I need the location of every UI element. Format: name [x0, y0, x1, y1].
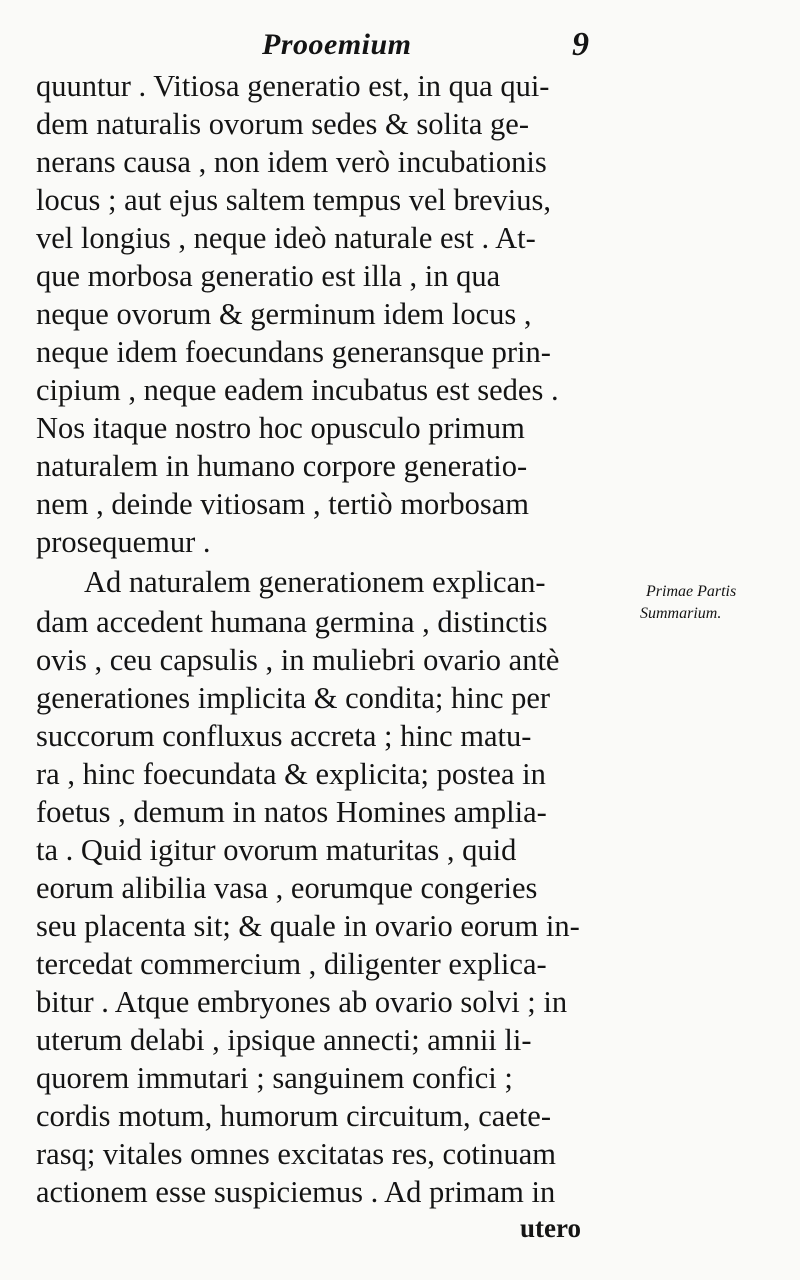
text-line: ovis , ceu capsulis , in muliebri ovario antè	[36, 643, 560, 677]
text-line: neque idem foecundans generansque prin-	[36, 335, 551, 369]
text-line: prosequemur .	[36, 525, 211, 559]
margin-note-line2: Summarium.	[640, 605, 722, 622]
text-line: actionem esse suspiciemus . Ad primam in	[36, 1175, 556, 1209]
text-line: quuntur . Vitiosa generatio est, in qua qui-	[36, 69, 550, 103]
text-line: uterum delabi , ipsique annecti; amnii li-	[36, 1023, 532, 1057]
text-line: cordis motum, humorum circuitum, caete-	[36, 1099, 551, 1133]
text-line: tercedat commercium , diligenter explica-	[36, 947, 547, 981]
text-line: rasq; vitales omnes excitatas res, cotinuam	[36, 1137, 557, 1171]
text-line: naturalem in humano corpore generatio-	[36, 449, 528, 483]
text-line: foetus , demum in natos Homines amplia-	[36, 795, 547, 829]
text-line: quorem immutari ; sanguinem confici ;	[36, 1061, 513, 1095]
text-line: cipium , neque eadem incubatus est sedes .	[36, 373, 559, 407]
text-line: que morbosa generatio est illa , in qua	[36, 259, 501, 293]
text-line: locus ; aut ejus saltem tempus vel brevius,	[36, 183, 552, 217]
text-line: dem naturalis ovorum sedes & solita ge-	[36, 107, 529, 141]
text-line: succorum confluxus accreta ; hinc matu-	[36, 719, 532, 753]
text-line: Nos itaque nostro hoc opusculo primum	[36, 411, 525, 445]
margin-note-line1: Primae Partis	[646, 583, 737, 600]
catchword: utero	[520, 1213, 581, 1243]
page-number: 9	[572, 26, 589, 63]
text-line: ra , hinc foecundata & explicita; postea in	[36, 757, 546, 791]
text-line: ta . Quid igitur ovorum maturitas , quid	[36, 833, 517, 867]
text-line: vel longius , neque ideò naturale est . At-	[36, 221, 536, 255]
text-line: bitur . Atque embryones ab ovario solvi ; in	[36, 985, 568, 1019]
paragraph-first-line: Ad naturalem generationem explican-	[84, 565, 546, 599]
running-head: Prooemium	[262, 28, 412, 61]
text-line: nem , deinde vitiosam , tertiò morbosam	[36, 487, 529, 521]
text-line: seu placenta sit; & quale in ovario eorum in-	[36, 909, 580, 943]
text-line: neque ovorum & germinum idem locus ,	[36, 297, 532, 331]
text-line: dam accedent humana germina , distinctis	[36, 605, 548, 639]
text-line: nerans causa , non idem verò incubationis	[36, 145, 547, 179]
text-line: eorum alibilia vasa , eorumque congeries	[36, 871, 538, 905]
text-line: generationes implicita & condita; hinc per	[36, 681, 551, 715]
